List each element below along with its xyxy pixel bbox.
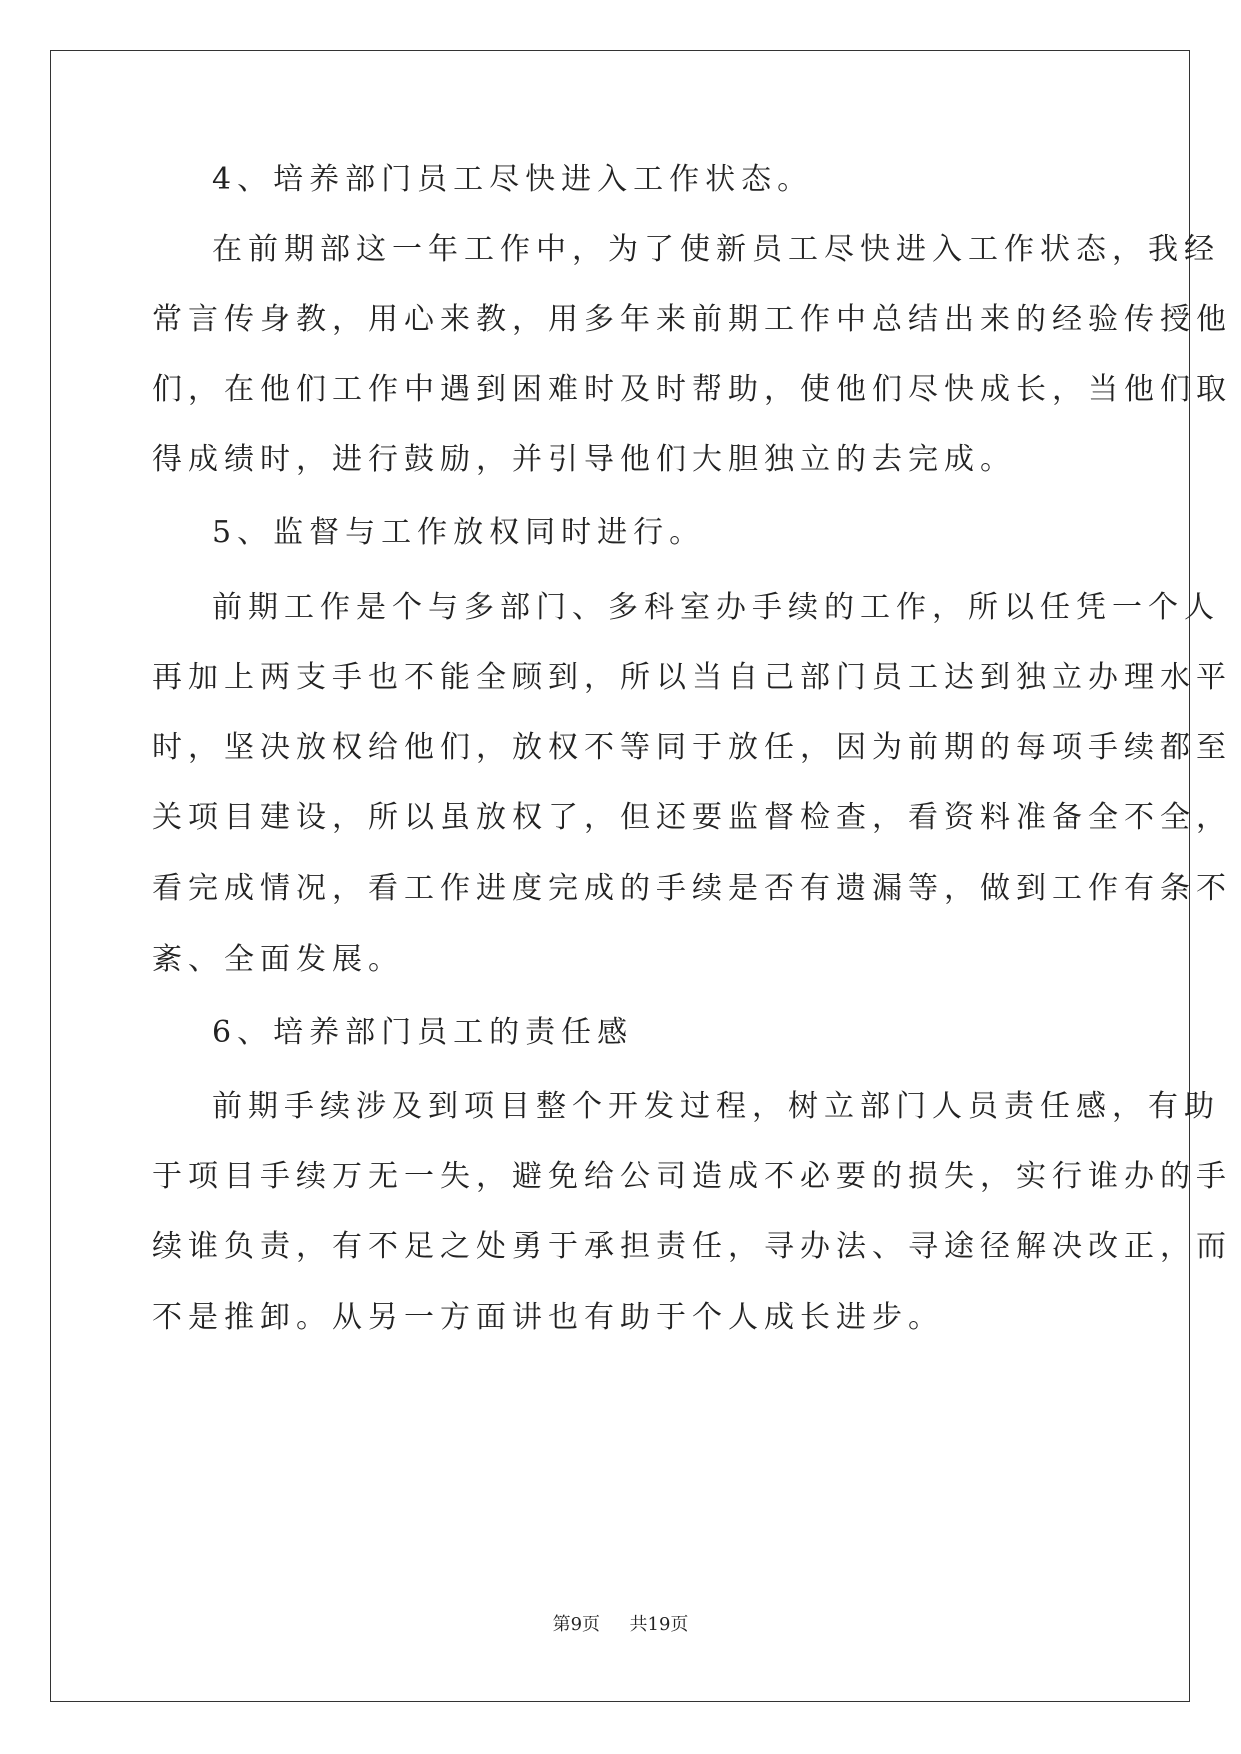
total-pages: 共19页 — [629, 1614, 689, 1635]
paragraph-heading-6: 6、培养部门员工的责任感 — [212, 1015, 634, 1050]
text-line: 们，在他们工作中遇到困难时及时帮助，使他们尽快成长，当他们取 — [152, 372, 1232, 407]
text-line: 常言传身教，用心来教，用多年来前期工作中总结出来的经验传授他 — [152, 302, 1232, 337]
text-line: 看完成情况，看工作进度完成的手续是否有遗漏等，做到工作有条不 — [152, 871, 1232, 906]
text-line: 时，坚决放权给他们，放权不等同于放任，因为前期的每项手续都至 — [152, 730, 1232, 765]
text-line: 紊、全面发展。 — [152, 942, 404, 977]
text-line: 不是推卸。从另一方面讲也有助于个人成长进步。 — [152, 1300, 944, 1335]
text-line: 在前期部这一年工作中，为了使新员工尽快进入工作状态，我经 — [212, 232, 1220, 267]
paragraph-heading-5: 5、监督与工作放权同时进行。 — [212, 515, 706, 550]
text-line: 前期手续涉及到项目整个开发过程，树立部门人员责任感，有助 — [212, 1089, 1220, 1124]
text-line: 前期工作是个与多部门、多科室办手续的工作，所以任凭一个人 — [212, 590, 1220, 625]
text-line: 关项目建设，所以虽放权了，但还要监督检查，看资料准备全不全， — [152, 800, 1232, 835]
paragraph-heading-4: 4、培养部门员工尽快进入工作状态。 — [212, 162, 814, 197]
text-line: 于项目手续万无一失，避免给公司造成不必要的损失，实行谁办的手 — [152, 1159, 1232, 1194]
text-line: 得成绩时，进行鼓励，并引导他们大胆独立的去完成。 — [152, 442, 1016, 477]
text-line: 再加上两支手也不能全顾到，所以当自己部门员工达到独立办理水平 — [152, 660, 1232, 695]
page-footer — [0, 1613, 1241, 1637]
page-number: 第9页 — [552, 1614, 601, 1635]
text-line: 续谁负责，有不足之处勇于承担责任，寻办法、寻途径解决改正，而 — [152, 1229, 1232, 1264]
